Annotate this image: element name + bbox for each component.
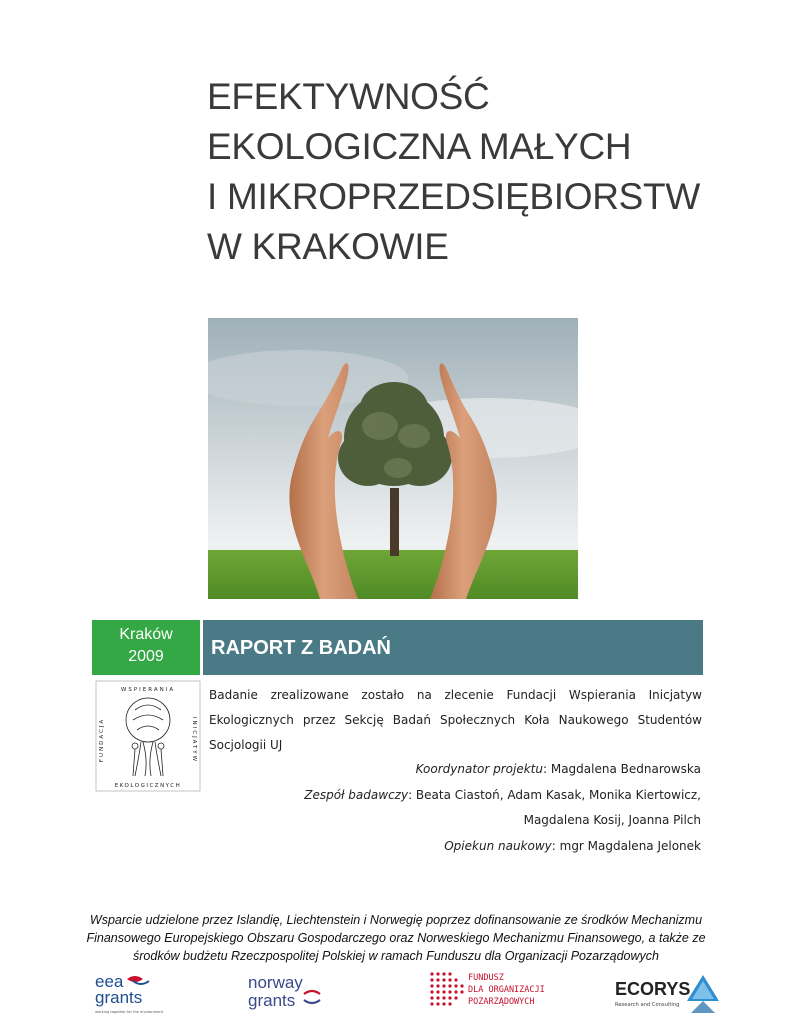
title-line-3: I MIKROPRZEDSIĘBIORSTW: [207, 176, 700, 217]
team-line: [209, 783, 701, 809]
coordinator-line: [209, 757, 701, 783]
advisor-line: [209, 834, 701, 860]
eea-tagline: working together for the environment: [95, 1010, 163, 1014]
report-label: RAPORT Z BADAŃ: [211, 637, 391, 659]
cover-photo-hands-tree: [208, 318, 578, 599]
title-line-1: EFEKTYWNOŚĆ: [207, 76, 490, 117]
foundation-logo-text-bottom: EKOLOGICZNYCH: [114, 783, 182, 789]
fundusz-dots-icon: [430, 972, 463, 1005]
coordinator-name: : Magdalena Bednarowska: [542, 762, 701, 776]
advisor-name: : mgr Magdalena Jelonek: [551, 838, 701, 853]
norway-swoosh-icon: [304, 991, 320, 994]
foundation-logo-text-left: FUNDACJA: [99, 717, 105, 763]
foundation-logo-text-top: WSPIERANIA: [120, 687, 176, 693]
report-banner: [203, 620, 703, 675]
eea-grants-logo: [93, 971, 163, 1017]
eea-logo-word: eea: [95, 972, 124, 991]
team-label: Zespół badawczy: [304, 787, 409, 802]
location-label: Kraków: [119, 626, 173, 643]
ecorys-logo: [615, 971, 720, 1015]
norway-logo-word: norway: [248, 973, 303, 992]
coordinator-label: Koordynator projektu: [415, 762, 543, 776]
ecorys-tagline: Research and Consulting: [615, 1002, 680, 1008]
ecorys-logo-word: ECORYS: [615, 979, 691, 999]
foundation-logo-text-right: INICJATYW: [191, 716, 197, 764]
norway-grants-logo: [246, 970, 326, 1018]
ecorys-triangle-icon: [687, 975, 719, 1013]
eea-swoosh-icon: [127, 976, 143, 982]
fundusz-line-3: POZARZĄDOWYCH: [468, 997, 535, 1007]
commission-description: Badanie zrealizowane zostało na zlecenie Fundacji Wspierania Inicjatyw Ekologicznych przez Sekcję Badań Społecznych Koła Naukowego Studentów Socjologii UJ: [209, 688, 702, 752]
fundusz-line-2: DLA ORGANIZACJI: [468, 985, 545, 995]
document-title: [207, 72, 727, 272]
foundation-logo: [95, 680, 201, 792]
fundusz-logo: [428, 968, 560, 1012]
funding-support-note: Wsparcie udzielone przez Islandię, Liechtenstein i Norwegię poprzez dofinansowanie ze środków Mechanizmu Finansowego Europejskiego Obszaru Gospodarczego oraz Norweskiego Mechanizmu Finansowego, a także ze środków budżetu Rzeczpospolitej Polskiej w ramach Funduszu dla Organizacji Pozarządowych: [86, 913, 706, 963]
team-names-1: : Beata Ciastoń, Adam Kasak, Monika Kiertowicz,: [408, 787, 701, 802]
advisor-label: Opiekun naukowy: [444, 838, 552, 853]
title-line-4: W KRAKOWIE: [207, 226, 449, 267]
norway-grants-logo-word: grants: [248, 991, 296, 1010]
location-year-box: [92, 620, 200, 675]
team-names-2: Magdalena Kosij, Joanna Pilch: [523, 813, 701, 827]
project-credits: [209, 757, 701, 859]
year-label: 2009: [128, 648, 164, 665]
title-line-2: EKOLOGICZNA MAŁYCH: [207, 126, 632, 167]
fundusz-line-1: FUNDUSZ: [468, 973, 504, 983]
grants-logo-word: grants: [95, 988, 143, 1007]
team-line-2: [209, 808, 701, 834]
